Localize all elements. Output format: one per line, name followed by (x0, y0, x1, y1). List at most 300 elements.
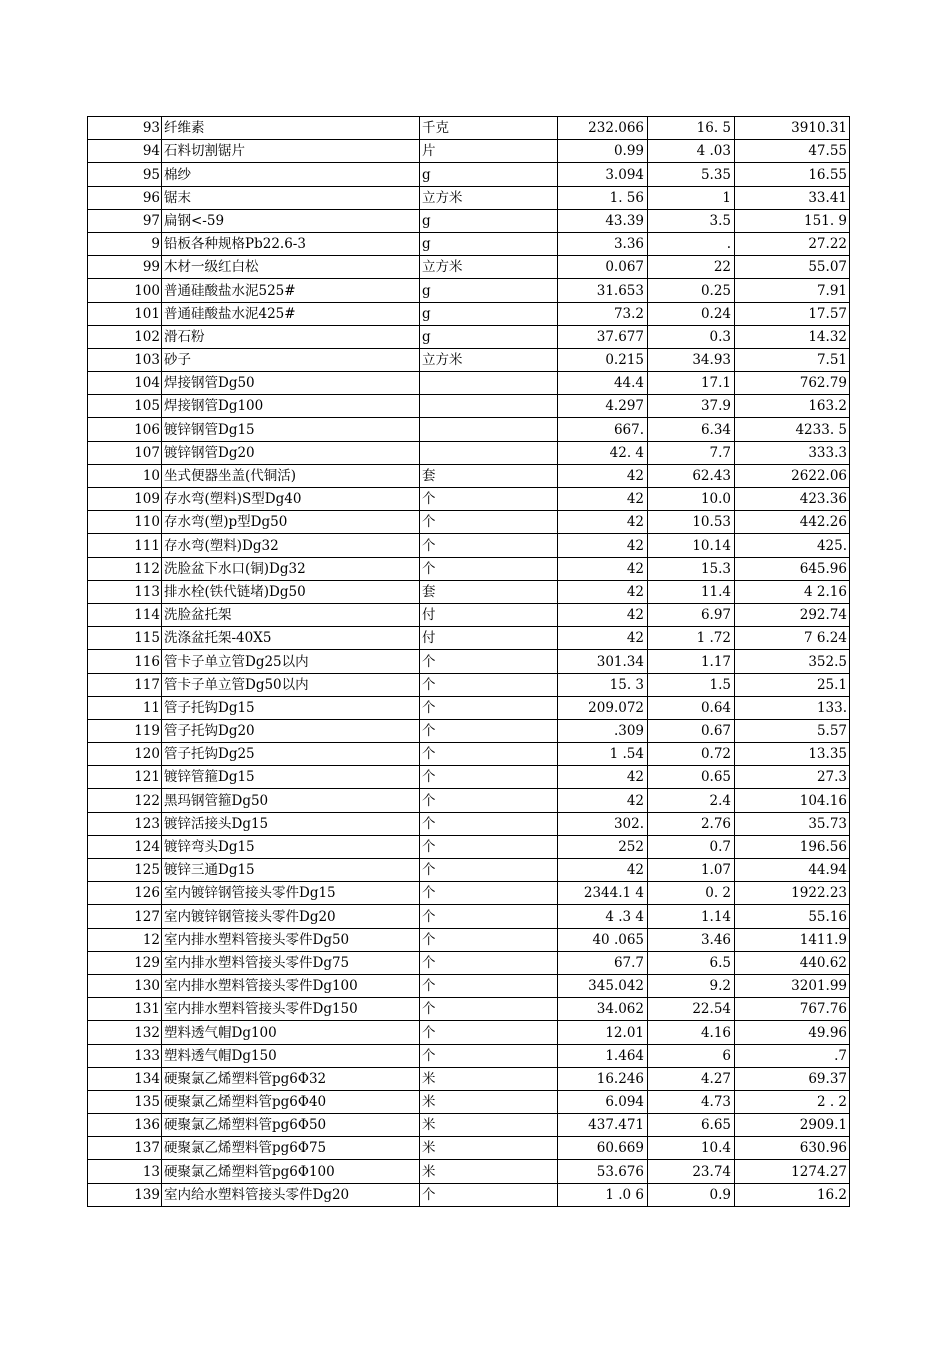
amount-cell: 7.91 (735, 279, 850, 302)
unit-cell: 套 (420, 464, 558, 487)
quantity-cell: 209.072 (558, 696, 648, 719)
table-row (88, 209, 850, 232)
material-name: 铅板各种规格Pb22.6-3 (162, 232, 420, 255)
table-row (88, 789, 850, 812)
unit-cell: 米 (420, 1090, 558, 1113)
table-row (88, 580, 850, 603)
material-name: 洗脸盆托架 (162, 603, 420, 626)
unit-price-cell: 10.14 (648, 534, 735, 557)
row-number: 135 (88, 1090, 162, 1113)
unit-cell: 个 (420, 998, 558, 1021)
row-number: 121 (88, 766, 162, 789)
material-name: 管子托钩Dg25 (162, 743, 420, 766)
amount-cell: 3910.31 (735, 117, 850, 140)
row-number: 122 (88, 789, 162, 812)
row-number: 116 (88, 650, 162, 673)
unit-cell: 个 (420, 1021, 558, 1044)
material-name: 焊接钢管Dg50 (162, 372, 420, 395)
unit-cell: 付 (420, 627, 558, 650)
row-number: 93 (88, 117, 162, 140)
quantity-cell: 0.215 (558, 348, 648, 371)
quantity-cell: 12.01 (558, 1021, 648, 1044)
material-name: 管卡子单立管Dg25以内 (162, 650, 420, 673)
table-row (88, 348, 850, 371)
amount-cell: 7.51 (735, 348, 850, 371)
row-number: 120 (88, 743, 162, 766)
amount-cell: 17.57 (735, 302, 850, 325)
unit-price-cell: 10.4 (648, 1137, 735, 1160)
amount-cell: 1922.23 (735, 882, 850, 905)
amount-cell: 423.36 (735, 488, 850, 511)
unit-price-cell: 0.65 (648, 766, 735, 789)
unit-price-cell: 2.76 (648, 812, 735, 835)
quantity-cell: 44.4 (558, 372, 648, 395)
quantity-cell: 1 .54 (558, 743, 648, 766)
material-name: 洗涤盆托架-40X5 (162, 627, 420, 650)
amount-cell: 425. (735, 534, 850, 557)
amount-cell: 333.3 (735, 441, 850, 464)
quantity-cell: .309 (558, 719, 648, 742)
material-name: 存水弯(塑)p型Dg50 (162, 511, 420, 534)
unit-price-cell: 7.7 (648, 441, 735, 464)
quantity-cell: 34.062 (558, 998, 648, 1021)
row-number: 125 (88, 859, 162, 882)
row-number: 111 (88, 534, 162, 557)
table-row (88, 719, 850, 742)
amount-cell: 163.2 (735, 395, 850, 418)
table-row (88, 302, 850, 325)
amount-cell: 44.94 (735, 859, 850, 882)
quantity-cell: 2344.1 4 (558, 882, 648, 905)
table-row (88, 557, 850, 580)
amount-cell: 104.16 (735, 789, 850, 812)
quantity-cell: 232.066 (558, 117, 648, 140)
material-name: 硬聚氯乙烯塑料管pg6Φ40 (162, 1090, 420, 1113)
quantity-cell: 42 (558, 859, 648, 882)
table-row (88, 232, 850, 255)
amount-cell: 1411.9 (735, 928, 850, 951)
unit-price-cell: 0. 2 (648, 882, 735, 905)
row-number: 100 (88, 279, 162, 302)
amount-cell: 13.35 (735, 743, 850, 766)
amount-cell: 1274.27 (735, 1160, 850, 1183)
unit-price-cell: 34.93 (648, 348, 735, 371)
row-number: 130 (88, 974, 162, 997)
material-name: 镀锌钢管Dg15 (162, 418, 420, 441)
row-number: 112 (88, 557, 162, 580)
material-name: 镀锌管箍Dg15 (162, 766, 420, 789)
table-row (88, 488, 850, 511)
material-name: 排水栓(铁代链堵)Dg50 (162, 580, 420, 603)
unit-price-cell: 6.34 (648, 418, 735, 441)
table-row (88, 928, 850, 951)
unit-cell: 个 (420, 812, 558, 835)
table-row (88, 117, 850, 140)
row-number: 133 (88, 1044, 162, 1067)
unit-cell: 个 (420, 1183, 558, 1206)
amount-cell: 16.2 (735, 1183, 850, 1206)
unit-price-cell: 6 (648, 1044, 735, 1067)
material-name: 室内给水塑料管接头零件Dg20 (162, 1183, 420, 1206)
table-row (88, 882, 850, 905)
material-name: 焊接钢管Dg100 (162, 395, 420, 418)
table-row (88, 325, 850, 348)
unit-cell (420, 441, 558, 464)
amount-cell: 27.3 (735, 766, 850, 789)
table-row (88, 812, 850, 835)
material-name: 硬聚氯乙烯塑料管pg6Φ100 (162, 1160, 420, 1183)
amount-cell: 2622.06 (735, 464, 850, 487)
material-name: 镀锌弯头Dg15 (162, 835, 420, 858)
table-row (88, 859, 850, 882)
material-name: 棉纱 (162, 163, 420, 186)
material-name: 木材一级红白松 (162, 256, 420, 279)
quantity-cell: 4 .3 4 (558, 905, 648, 928)
unit-cell: 千克 (420, 117, 558, 140)
quantity-cell: 6.094 (558, 1090, 648, 1113)
unit-cell: 个 (420, 511, 558, 534)
unit-cell: g (420, 279, 558, 302)
material-name: 塑料透气帽Dg100 (162, 1021, 420, 1044)
row-number: 13 (88, 1160, 162, 1183)
quantity-cell: 301.34 (558, 650, 648, 673)
material-name: 室内镀锌钢管接头零件Dg15 (162, 882, 420, 905)
quantity-cell: 3.094 (558, 163, 648, 186)
amount-cell: 645.96 (735, 557, 850, 580)
unit-price-cell: 1.5 (648, 673, 735, 696)
row-number: 127 (88, 905, 162, 928)
material-name: 硬聚氯乙烯塑料管pg6Φ75 (162, 1137, 420, 1160)
unit-price-cell: 3.46 (648, 928, 735, 951)
material-name: 扁钢<-59 (162, 209, 420, 232)
quantity-cell: 42 (558, 511, 648, 534)
table-row (88, 418, 850, 441)
quantity-cell: 42 (558, 557, 648, 580)
amount-cell: 16.55 (735, 163, 850, 186)
quantity-cell: 252 (558, 835, 648, 858)
unit-price-cell: 4.73 (648, 1090, 735, 1113)
row-number: 129 (88, 951, 162, 974)
row-number: 10 (88, 464, 162, 487)
material-name: 塑料透气帽Dg150 (162, 1044, 420, 1067)
table-row (88, 186, 850, 209)
materials-table (87, 116, 850, 1207)
row-number: 131 (88, 998, 162, 1021)
amount-cell: 55.07 (735, 256, 850, 279)
row-number: 99 (88, 256, 162, 279)
table-row (88, 1183, 850, 1206)
table-row (88, 627, 850, 650)
row-number: 96 (88, 186, 162, 209)
quantity-cell: 37.677 (558, 325, 648, 348)
unit-price-cell: 6.5 (648, 951, 735, 974)
unit-price-cell: 17.1 (648, 372, 735, 395)
table-row (88, 974, 850, 997)
unit-cell: 立方米 (420, 256, 558, 279)
unit-price-cell: 0.9 (648, 1183, 735, 1206)
amount-cell: 762.79 (735, 372, 850, 395)
row-number: 113 (88, 580, 162, 603)
quantity-cell: 0.99 (558, 140, 648, 163)
unit-cell: g (420, 163, 558, 186)
unit-cell: 个 (420, 557, 558, 580)
unit-cell: 个 (420, 534, 558, 557)
unit-cell: 个 (420, 951, 558, 974)
material-name: 普通硅酸盐水泥525# (162, 279, 420, 302)
quantity-cell: 31.653 (558, 279, 648, 302)
row-number: 119 (88, 719, 162, 742)
unit-cell: 个 (420, 696, 558, 719)
quantity-cell: 73.2 (558, 302, 648, 325)
material-name: 存水弯(塑料)Dg32 (162, 534, 420, 557)
amount-cell: 4 2.16 (735, 580, 850, 603)
unit-cell: 米 (420, 1114, 558, 1137)
unit-price-cell: 9.2 (648, 974, 735, 997)
quantity-cell: 16.246 (558, 1067, 648, 1090)
material-name: 室内排水塑料管接头零件Dg100 (162, 974, 420, 997)
unit-price-cell: 4 .03 (648, 140, 735, 163)
row-number: 124 (88, 835, 162, 858)
unit-price-cell: 1 .72 (648, 627, 735, 650)
material-name: 室内镀锌钢管接头零件Dg20 (162, 905, 420, 928)
amount-cell: 14.32 (735, 325, 850, 348)
amount-cell: 69.37 (735, 1067, 850, 1090)
unit-price-cell: 0.24 (648, 302, 735, 325)
row-number: 107 (88, 441, 162, 464)
row-number: 134 (88, 1067, 162, 1090)
quantity-cell: 437.471 (558, 1114, 648, 1137)
unit-cell: 米 (420, 1137, 558, 1160)
material-name: 砂子 (162, 348, 420, 371)
amount-cell: 767.76 (735, 998, 850, 1021)
material-name: 镀锌活接头Dg15 (162, 812, 420, 835)
table-row (88, 279, 850, 302)
unit-cell: 个 (420, 882, 558, 905)
unit-cell: g (420, 302, 558, 325)
quantity-cell: 3.36 (558, 232, 648, 255)
row-number: 115 (88, 627, 162, 650)
quantity-cell: 42 (558, 534, 648, 557)
material-name: 室内排水塑料管接头零件Dg150 (162, 998, 420, 1021)
materials-sheet (87, 116, 845, 1207)
quantity-cell: 42 (558, 488, 648, 511)
table-row (88, 441, 850, 464)
material-name: 石料切割锯片 (162, 140, 420, 163)
unit-price-cell: 1 (648, 186, 735, 209)
amount-cell: 49.96 (735, 1021, 850, 1044)
table-row (88, 395, 850, 418)
unit-price-cell: 4.16 (648, 1021, 735, 1044)
unit-cell: 米 (420, 1067, 558, 1090)
materials-table-body (88, 117, 850, 1207)
unit-cell: g (420, 232, 558, 255)
table-row (88, 163, 850, 186)
material-name: 黑玛钢管箍Dg50 (162, 789, 420, 812)
quantity-cell: 42 (558, 789, 648, 812)
unit-price-cell: 1.07 (648, 859, 735, 882)
unit-cell: 个 (420, 1044, 558, 1067)
amount-cell: 27.22 (735, 232, 850, 255)
unit-price-cell: 62.43 (648, 464, 735, 487)
quantity-cell: 0.067 (558, 256, 648, 279)
amount-cell: 55.16 (735, 905, 850, 928)
unit-price-cell: 22.54 (648, 998, 735, 1021)
quantity-cell: 1.464 (558, 1044, 648, 1067)
material-name: 硬聚氯乙烯塑料管pg6Φ32 (162, 1067, 420, 1090)
material-name: 硬聚氯乙烯塑料管pg6Φ50 (162, 1114, 420, 1137)
unit-cell: 米 (420, 1160, 558, 1183)
unit-price-cell: . (648, 232, 735, 255)
quantity-cell: 42 (558, 627, 648, 650)
unit-cell: 个 (420, 835, 558, 858)
row-number: 9 (88, 232, 162, 255)
quantity-cell: 42 (558, 766, 648, 789)
amount-cell: 33.41 (735, 186, 850, 209)
amount-cell: 47.55 (735, 140, 850, 163)
amount-cell: 35.73 (735, 812, 850, 835)
unit-price-cell: 0.7 (648, 835, 735, 858)
material-name: 锯末 (162, 186, 420, 209)
unit-price-cell: 10.53 (648, 511, 735, 534)
unit-cell: 个 (420, 974, 558, 997)
table-row (88, 1021, 850, 1044)
quantity-cell: 53.676 (558, 1160, 648, 1183)
unit-cell: 个 (420, 673, 558, 696)
row-number: 106 (88, 418, 162, 441)
quantity-cell: 42 (558, 464, 648, 487)
table-row (88, 1067, 850, 1090)
unit-cell: 个 (420, 859, 558, 882)
unit-price-cell: 1.14 (648, 905, 735, 928)
material-name: 室内排水塑料管接头零件Dg50 (162, 928, 420, 951)
unit-price-cell: 23.74 (648, 1160, 735, 1183)
quantity-cell: 43.39 (558, 209, 648, 232)
unit-cell: 套 (420, 580, 558, 603)
unit-price-cell: 2.4 (648, 789, 735, 812)
row-number: 132 (88, 1021, 162, 1044)
unit-price-cell: 22 (648, 256, 735, 279)
quantity-cell: 60.669 (558, 1137, 648, 1160)
unit-price-cell: 15.3 (648, 557, 735, 580)
table-row (88, 1114, 850, 1137)
table-row (88, 696, 850, 719)
unit-cell: 立方米 (420, 186, 558, 209)
material-name: 管子托钩Dg20 (162, 719, 420, 742)
unit-price-cell: 0.72 (648, 743, 735, 766)
table-row (88, 673, 850, 696)
row-number: 117 (88, 673, 162, 696)
table-row (88, 603, 850, 626)
unit-price-cell: 37.9 (648, 395, 735, 418)
unit-cell: 个 (420, 719, 558, 742)
amount-cell: 352.5 (735, 650, 850, 673)
quantity-cell: 302. (558, 812, 648, 835)
unit-cell: 个 (420, 743, 558, 766)
quantity-cell: 345.042 (558, 974, 648, 997)
amount-cell: 440.62 (735, 951, 850, 974)
table-row (88, 766, 850, 789)
table-row (88, 256, 850, 279)
unit-price-cell: 3.5 (648, 209, 735, 232)
unit-cell: 付 (420, 603, 558, 626)
material-name: 镀锌钢管Dg20 (162, 441, 420, 464)
unit-cell: 立方米 (420, 348, 558, 371)
quantity-cell: 15. 3 (558, 673, 648, 696)
quantity-cell: 40 .065 (558, 928, 648, 951)
unit-price-cell: 6.97 (648, 603, 735, 626)
unit-price-cell: 0.3 (648, 325, 735, 348)
unit-price-cell: 0.25 (648, 279, 735, 302)
unit-cell: 个 (420, 928, 558, 951)
amount-cell: 3201.99 (735, 974, 850, 997)
unit-cell: g (420, 209, 558, 232)
row-number: 94 (88, 140, 162, 163)
row-number: 136 (88, 1114, 162, 1137)
unit-price-cell: 4.27 (648, 1067, 735, 1090)
amount-cell: 292.74 (735, 603, 850, 626)
unit-price-cell: 11.4 (648, 580, 735, 603)
table-row (88, 1044, 850, 1067)
material-name: 管卡子单立管Dg50以内 (162, 673, 420, 696)
row-number: 137 (88, 1137, 162, 1160)
unit-cell: g (420, 325, 558, 348)
material-name: 管子托钩Dg15 (162, 696, 420, 719)
table-row (88, 1160, 850, 1183)
table-row (88, 743, 850, 766)
amount-cell: 2 . 2 (735, 1090, 850, 1113)
table-row (88, 835, 850, 858)
amount-cell: 25.1 (735, 673, 850, 696)
amount-cell: 442.26 (735, 511, 850, 534)
material-name: 存水弯(塑料)S型Dg40 (162, 488, 420, 511)
unit-cell (420, 418, 558, 441)
unit-price-cell: 5.35 (648, 163, 735, 186)
unit-cell (420, 372, 558, 395)
row-number: 11 (88, 696, 162, 719)
row-number: 123 (88, 812, 162, 835)
material-name: 纤维素 (162, 117, 420, 140)
table-row (88, 998, 850, 1021)
row-number: 104 (88, 372, 162, 395)
unit-price-cell: 16. 5 (648, 117, 735, 140)
unit-cell: 个 (420, 650, 558, 673)
unit-price-cell: 0.67 (648, 719, 735, 742)
quantity-cell: 1. 56 (558, 186, 648, 209)
table-row (88, 951, 850, 974)
table-row (88, 140, 850, 163)
unit-cell: 个 (420, 488, 558, 511)
amount-cell: .7 (735, 1044, 850, 1067)
unit-price-cell: 6.65 (648, 1114, 735, 1137)
unit-cell: 个 (420, 766, 558, 789)
amount-cell: 5.57 (735, 719, 850, 742)
amount-cell: 630.96 (735, 1137, 850, 1160)
quantity-cell: 42. 4 (558, 441, 648, 464)
material-name: 镀锌三通Dg15 (162, 859, 420, 882)
quantity-cell: 667. (558, 418, 648, 441)
unit-cell: 个 (420, 789, 558, 812)
row-number: 110 (88, 511, 162, 534)
material-name: 普通硅酸盐水泥425# (162, 302, 420, 325)
row-number: 97 (88, 209, 162, 232)
quantity-cell: 4.297 (558, 395, 648, 418)
material-name: 洗脸盆下水口(铜)Dg32 (162, 557, 420, 580)
table-row (88, 905, 850, 928)
unit-price-cell: 10.0 (648, 488, 735, 511)
amount-cell: 133. (735, 696, 850, 719)
table-row (88, 1090, 850, 1113)
table-row (88, 1137, 850, 1160)
